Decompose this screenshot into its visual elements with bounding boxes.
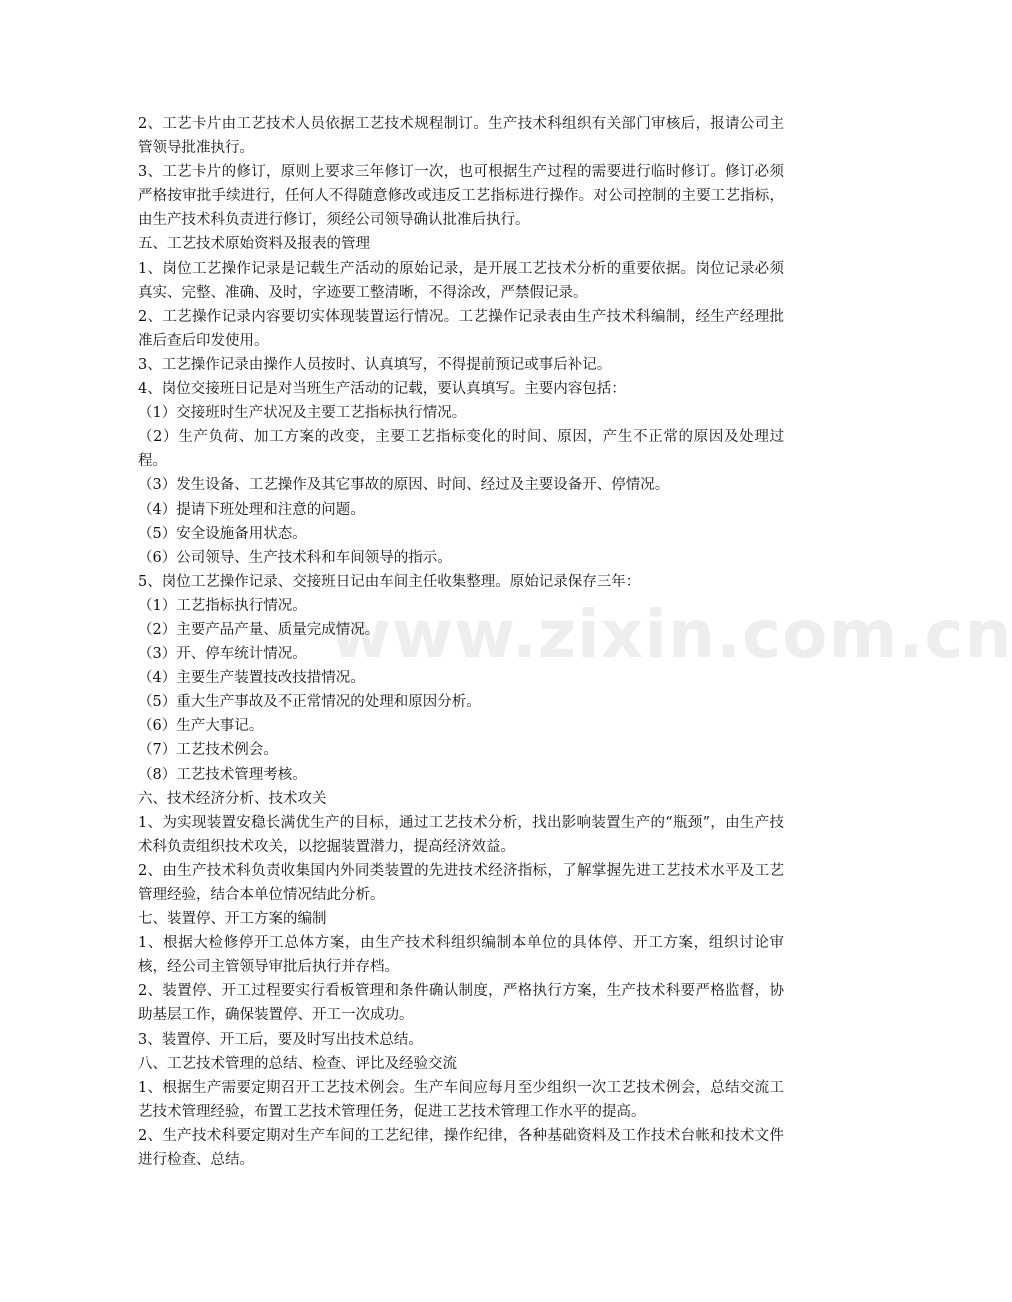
list-item: （7）工艺技术例会。 <box>138 742 278 759</box>
paragraph-item: 1、根据生产需要定期召开工艺技术例会。生产车间应每月至少组织一次工艺技术例会，总结交流工艺技术管理经验，布置工艺技术管理任务，促进工艺技术管理工作水平的提高。 <box>138 1079 784 1120</box>
paragraph-item: 2、装置停、开工过程要实行看板管理和条件确认制度，严格执行方案，生产技术科要严格监督，协助基层工作，确保装置停、开工一次成功。 <box>138 983 784 1024</box>
section-heading-5: 五、工艺技术原始资料及报表的管理 <box>138 236 370 253</box>
list-item: （6）公司领导、生产技术科和车间领导的指示。 <box>138 549 452 566</box>
paragraph-item: 2、生产技术科要定期对生产车间的工艺纪律，操作纪律，各种基础资料及工作技术台帐和技术文件进行检查、总结。 <box>138 1127 784 1169</box>
document-body <box>138 112 784 1172</box>
paragraph-item: 4、岗位交接班日记是对当班生产活动的记载，要认真填写。主要内容包括： <box>138 381 626 398</box>
paragraph-card-approval: 2、工艺卡片由工艺技术人员依据工艺技术规程制订。生产技术科组织有关部门审核后，报请公司主管领导批准执行。 <box>138 116 784 157</box>
list-item: （5）重大生产事故及不正常情况的处理和原因分析。 <box>138 694 481 711</box>
paragraph-item: 2、由生产技术科负责收集国内外同类装置的先进技术经济指标，了解掌握先进工艺技术水平及工艺管理经验，结合本单位情况结此分析。 <box>138 862 784 903</box>
paragraph-item: 2、工艺操作记录内容要切实体现装置运行情况。工艺操作记录表由生产技术科编制，经生产经理批准后查后印发使用。 <box>138 308 784 349</box>
list-item: （2）生产负荷、加工方案的改变，主要工艺指标变化的时间、原因，产生不正常的原因及处理过程。 <box>138 429 784 470</box>
section-heading-6: 六、技术经济分析、技术攻关 <box>138 790 327 807</box>
list-item: （3）发生设备、工艺操作及其它事故的原因、时间、经过及主要设备开、停情况。 <box>138 477 670 494</box>
section-heading-8: 八、工艺技术管理的总结、检查、评比及经验交流 <box>138 1055 457 1072</box>
paragraph-item: 3、装置停、开工后，要及时写出技术总结。 <box>138 1031 423 1048</box>
paragraph-item: 3、工艺操作记录由操作人员按时、认真填写，不得提前预记或事后补记。 <box>138 356 612 373</box>
list-item: （8）工艺技术管理考核。 <box>138 766 307 783</box>
watermark: www.zixin.com.cn <box>330 596 1012 673</box>
list-item: （4）主要生产装置技改技措情况。 <box>138 670 365 687</box>
section-heading-7: 七、装置停、开工方案的编制 <box>138 911 327 928</box>
paragraph-item: 1、为实现装置安稳长满优生产的目标，通过工艺技术分析，找出影响装置生产的“瓶颈”，由生产技术科负责组织技术攻关，以挖掘装置潜力，提高经济效益。 <box>138 814 784 855</box>
paragraph-item: 1、根据大检修停开工总体方案，由生产技术科组织编制本单位的具体停、开工方案，组织讨论审核，经公司主管领导审批后执行并存档。 <box>138 935 784 976</box>
list-item: （3）开、停车统计情况。 <box>138 646 307 663</box>
paragraph-item: 5、岗位工艺操作记录、交接班日记由车间主任收集整理。原始记录保存三年： <box>138 573 641 590</box>
list-item: （4）提请下班处理和注意的问题。 <box>138 501 365 518</box>
paragraph-item: 1、岗位工艺操作记录是记载生产活动的原始记录，是开展工艺技术分析的重要依据。岗位记录必须真实、完整、准确、及时，字迹要工整清晰，不得涂改，严禁假记录。 <box>138 260 784 301</box>
list-item: （1）工艺指标执行情况。 <box>138 597 307 614</box>
paragraph-card-revision: 3、工艺卡片的修订，原则上要求三年修订一次，也可根据生产过程的需要进行临时修订。修订必须严格按审批手续进行，任何人不得随意修改或违反工艺指标进行操作。对公司控制的主要工艺指标，由生产技术科负责进行修订，须经公司领导确认批准后执行。 <box>138 164 784 229</box>
list-item: （6）生产大事记。 <box>138 718 264 735</box>
list-item: （2）主要产品产量、质量完成情况。 <box>138 621 380 638</box>
list-item: （5）安全设施备用状态。 <box>138 525 307 542</box>
list-item: （1）交接班时生产状况及主要工艺指标执行情况。 <box>138 405 467 422</box>
